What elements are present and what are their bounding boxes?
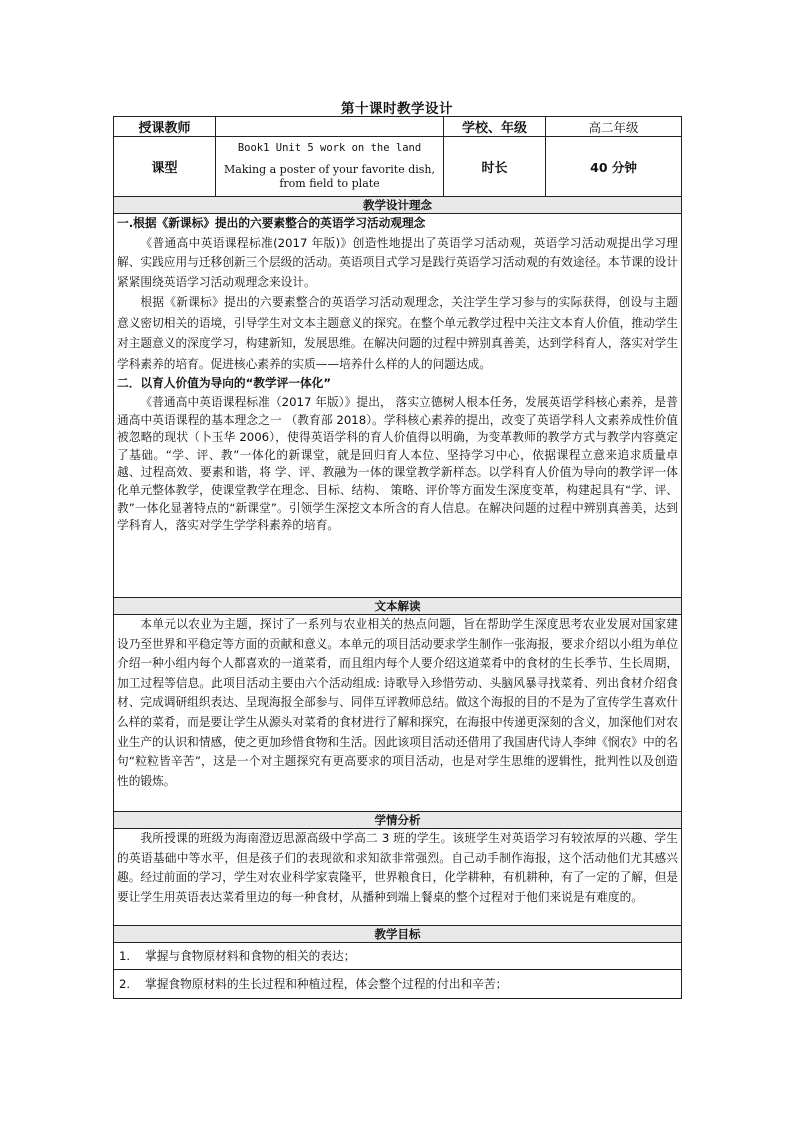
teacher-value <box>216 117 444 137</box>
section-header-objectives: 教学目标 <box>114 926 682 943</box>
philosophy-subheading-2: 二．以育人价值为导向的“教学评一体化” <box>117 376 332 391</box>
lesson-type-row <box>114 137 682 197</box>
learner-analysis-content <box>114 829 682 926</box>
page-title: 第十课时教学设计 <box>341 101 453 117</box>
philosophy-paragraph-1: 《普通高中英语课程标准(2017 年版)》创造性地提出了英语学习活动观，英语学习活动观提出学习理解、实践应用与迁移创新三个层级的活动。英语项目式学习是践行英语学习活动观的有效途径。本节课的设计紧紧围绕英语学习活动观理念来设计。 <box>117 235 679 289</box>
philosophy-content <box>114 214 682 598</box>
section-header-learner-analysis: 学情分析 <box>114 812 682 829</box>
duration-value: 40 分钟 <box>546 137 682 197</box>
philosophy-subheading-1: 一.根据《新课标》提出的六要素整合的英语学习活动观理念 <box>117 216 426 230</box>
text-analysis-body-row <box>114 615 682 812</box>
objective-number: 1. <box>119 949 131 963</box>
objective-text: 掌握与食物原材料和食物的相关的表达； <box>145 949 356 963</box>
philosophy-body-row <box>114 214 682 598</box>
teacher-row <box>114 117 682 137</box>
type-label: 课型 <box>114 137 216 197</box>
objective-item-1 <box>114 943 682 970</box>
teacher-label: 授课教师 <box>114 117 216 137</box>
lesson-design-table <box>113 116 682 999</box>
learner-analysis-body-row <box>114 829 682 926</box>
objective-row <box>114 970 682 999</box>
objective-text: 掌握食物原材料的生长过程和种植过程，体会整个过程的付出和辛苦； <box>145 977 508 991</box>
objective-row <box>114 943 682 970</box>
objective-item-2 <box>114 970 682 999</box>
grade-value: 高二年级 <box>546 117 682 137</box>
learner-analysis-header-row <box>114 812 682 829</box>
text-analysis-content <box>114 615 682 812</box>
text-analysis-header-row <box>114 598 682 615</box>
philosophy-paragraph-2: 根据《新课标》提出的六要素整合的英语学习活动观理念，关注学生学习参与的实际获得，创设与主题意义密切相关的语境，引导学生对文本主题意义的探究。在整个单元教学过程中关注文本育人价值，推动学生对主题意义的深度学习，构建新知，发展思维。在解决问题的过程中辨别真善美，达到学科育人，落实对学生学科素养的培育。促进核心素养的实质——培养什么样的人的问题达成。 <box>117 295 679 371</box>
duration-label: 时长 <box>444 137 546 197</box>
type-value <box>216 137 444 197</box>
project-title: Making a poster of your favorite dish, from field to plate <box>224 163 435 190</box>
section-header-philosophy: 教学设计理念 <box>114 197 682 214</box>
philosophy-header-row <box>114 197 682 214</box>
objective-number: 2. <box>119 977 131 991</box>
text-analysis-paragraph: 本单元以农业为主题，探讨了一系列与农业相关的热点问题，旨在帮助学生深度思考农业发展对国家建设乃至世界和平稳定等方面的贡献和意义。本单元的项目活动要求学生制作一张海报，要求介绍以小组为单位介绍一种小组内每个人都喜欢的一道菜肴，而且组内每个人要介绍这道菜肴中的食材的生长季节、生长周期，加工过程等信息。此项目活动主要由六个活动组成: 诗歌导入珍惜劳动、头脑风暴寻找菜肴、列出食材介绍食材、完成调研组织表达、呈现海报全部参与、同伴互评教师总结。做这个海报的目的不是为了宣传学生喜欢什么样的菜肴，而是要让学生从源头对菜肴的食材进行了解和探究，在海报中传递更深刻的含义，加深他们对农业生产的认识和情感，使之更加珍惜食物和生活。因此该项目活动还借用了我国唐代诗人李绅《悯农》中的名句“粒粒皆辛苦”，这是一个对主题探究有更高要求的项目活动，也是对学生思维的逻辑性，批判性以及创造性的锻炼。 <box>117 617 679 788</box>
philosophy-paragraph-3: 《普通高中英语课程标准（2017 年版）》提出， 落实立德树人根本任务，发展英语学科核心素养，是普通高中英语课程的基本理念之一 （教育部 2018）。学科核心素养的提出，改变了英语学科人文素养成性价值被忽略的现状（卜玉华 2006），使得英语学科的育人价值得以明确，为变革教师的教学方式与教学内容奠定了基础。“学、评、教”一体化的新课堂，就是回归育人本位、坚持学习中心，依据课程立意来追求质量卓越、过程高效、要素和谐，将 学、评、教融为一体的课堂教学新样态。以学科育人价值为导向的教学评一体化单元整体教学，使课堂教学在理念、目标、结构、 策略、评价等方面发生深度变革，构建起具有“学、评、 教”一体化显著特点的“新课堂”。引领学生深挖文本所含的育人信息。在解决问题的过程中辨别真善美，达到学科育人，落实对学生学学科素养的培育。 <box>117 394 678 533</box>
section-header-text-analysis: 文本解读 <box>114 598 682 615</box>
learner-analysis-paragraph: 我所授课的班级为海南澄迈思源高级中学高二 3 班的学生。该班学生对英语学习有较浓厚的兴趣、学生的英语基础中等水平，但是孩子们的表现欲和求知欲非常强烈。自己动手制作海报，这个活动他们尤其感兴趣。经过前面的学习，学生对农业科学家袁隆平，世界粮食日，化学耕种，有机耕种，有了一定的了解，但是要让学生用英语表达菜肴里边的每一种食材，从播种到端上餐桌的整个过程对于他们来说是有难度的。 <box>117 831 679 904</box>
objectives-header-row <box>114 926 682 943</box>
school-grade-label: 学校、年级 <box>444 117 546 137</box>
unit-title: Book1 Unit 5 work on the land <box>237 142 422 154</box>
